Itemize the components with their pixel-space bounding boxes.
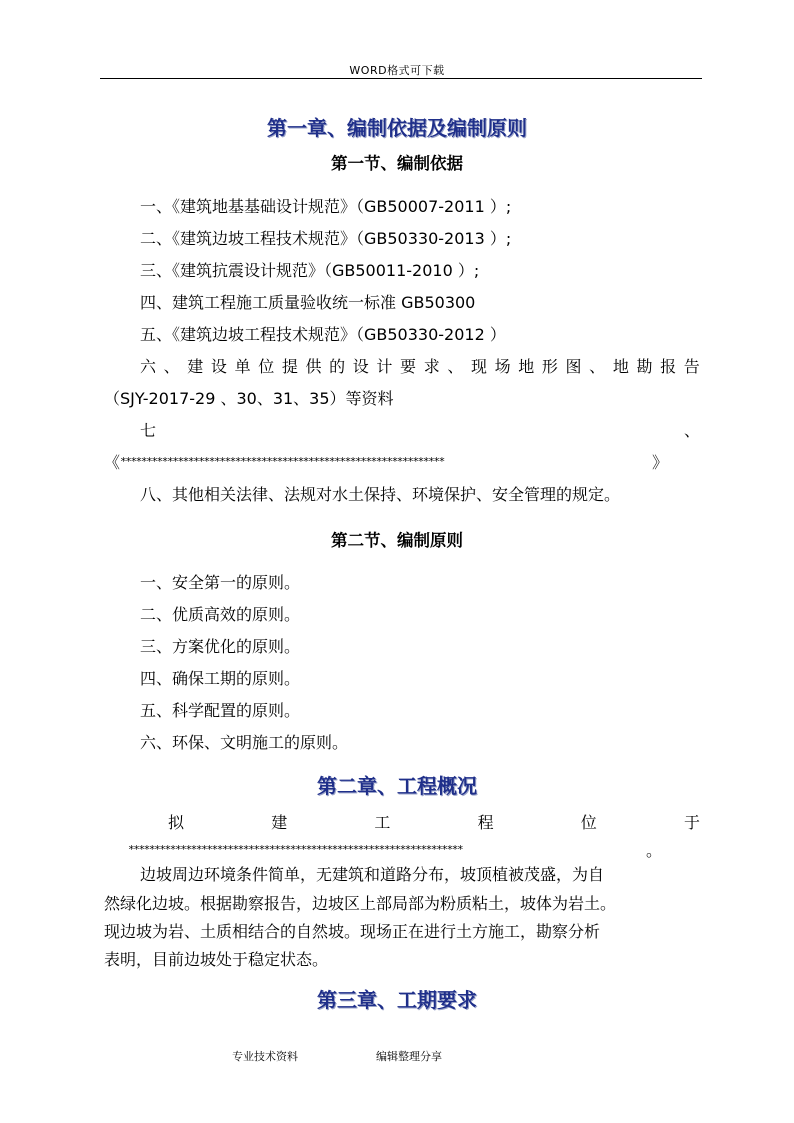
overview-line-1-char: 于 <box>683 813 700 832</box>
footer-right: 编辑整理分享 <box>376 1050 442 1063</box>
basis-item-6-char: 单 <box>234 357 251 376</box>
chapter-3-title: 第三章、工期要求 <box>317 988 477 1012</box>
book-title-close: 》 <box>652 453 669 472</box>
basis-item-6-char: 要 <box>400 357 417 376</box>
basis-item-6-char: 、 <box>589 357 606 376</box>
basis-item-6-char: 建 <box>187 357 204 376</box>
basis-item-6-char: 六 <box>140 357 157 376</box>
basis-item-6-char: 图 <box>565 357 582 376</box>
overview-line-1-char: 工 <box>374 813 391 832</box>
basis-item-6-char: 的 <box>329 357 346 376</box>
basis-item-6-char: 地 <box>518 357 535 376</box>
overview-para-line-2: 然绿化边坡。根据勘察报告，边坡区上部局部为粉质粘土，坡体为岩土。 <box>104 894 617 913</box>
overview-line-1-char: 建 <box>271 813 288 832</box>
book-title-open: 《 <box>104 453 121 472</box>
basis-item-3: 三、《建筑抗震设计规范》（GB50011-2010 ）; <box>140 261 480 280</box>
basis-item-6-char: 现 <box>470 357 487 376</box>
basis-item-6-char: 场 <box>494 357 511 376</box>
basis-item-6-char: 、 <box>163 357 180 376</box>
basis-item-6-char: 地 <box>612 357 629 376</box>
overview-para-line-4: 表明，目前边坡处于稳定状态。 <box>104 950 329 969</box>
basis-item-1: 一、《建筑地基基础设计规范》（GB50007-2011 ）; <box>140 197 512 216</box>
chapter-1-title: 第一章、编制依据及编制原则 <box>267 116 527 140</box>
overview-line-1-char: 位 <box>580 813 597 832</box>
basis-item-7-comma: 、 <box>683 421 700 440</box>
principle-item-1: 一、安全第一的原则。 <box>140 573 301 592</box>
page-header: WORD格式可下载 <box>349 64 445 77</box>
principle-item-4: 四、确保工期的原则。 <box>140 669 301 688</box>
basis-item-6-char: 设 <box>210 357 227 376</box>
section-2-title: 第二节、编制原则 <box>331 531 463 550</box>
basis-item-8: 八、其他相关法律、法规对水土保持、环境保护、安全管理的规定。 <box>140 485 621 504</box>
overview-para-line-1: 边坡周边环境条件简单，无建筑和道路分布，坡顶植被茂盛，为自 <box>140 865 605 884</box>
masked-location: **************************************************************** <box>128 843 463 856</box>
basis-item-6-char: 形 <box>541 357 558 376</box>
basis-item-6-char: 告 <box>683 357 700 376</box>
overview-line-1-char: 拟 <box>168 813 185 832</box>
masked-document-name: ************************************************************** <box>120 455 444 468</box>
basis-item-4: 四、建筑工程施工质量验收统一标准 GB50300 <box>140 293 476 312</box>
basis-item-6-line-1 <box>140 354 700 377</box>
principle-item-5: 五、科学配置的原则。 <box>140 701 301 720</box>
basis-item-6-char: 位 <box>258 357 275 376</box>
basis-item-2: 二、《建筑边坡工程技术规范》（GB50330-2013 ）; <box>140 229 512 248</box>
footer-left: 专业技术资料 <box>232 1050 298 1063</box>
basis-item-6-char: 计 <box>376 357 393 376</box>
masked-location-end: 。 <box>646 841 663 860</box>
basis-item-6-line-2: （SJY-2017-29 、30、31、35）等资料 <box>104 389 394 408</box>
principle-item-2: 二、优质高效的原则。 <box>140 605 301 624</box>
overview-line-1-char: 程 <box>477 813 494 832</box>
basis-item-6-char: 求 <box>423 357 440 376</box>
basis-item-6-char: 设 <box>352 357 369 376</box>
principle-item-6: 六、环保、文明施工的原则。 <box>140 733 349 752</box>
basis-item-5: 五、《建筑边坡工程技术规范》（GB50330-2012 ） <box>140 325 506 344</box>
overview-para-line-3: 现边坡为岩、土质相结合的自然坡。现场正在进行土方施工，勘察分析 <box>104 922 601 941</box>
chapter-2-title: 第二章、工程概况 <box>317 774 477 798</box>
header-rule <box>100 78 702 79</box>
overview-line-1 <box>168 810 700 833</box>
basis-item-6-char: 报 <box>660 357 677 376</box>
basis-item-6-char: 提 <box>281 357 298 376</box>
basis-item-6-char: 、 <box>447 357 464 376</box>
principle-item-3: 三、方案优化的原则。 <box>140 637 301 656</box>
basis-item-7-label: 七 <box>140 421 157 440</box>
basis-item-6-char: 供 <box>305 357 322 376</box>
basis-item-6-char: 勘 <box>636 357 653 376</box>
section-1-title: 第一节、编制依据 <box>331 154 463 173</box>
basis-item-7-line-1 <box>140 418 700 441</box>
